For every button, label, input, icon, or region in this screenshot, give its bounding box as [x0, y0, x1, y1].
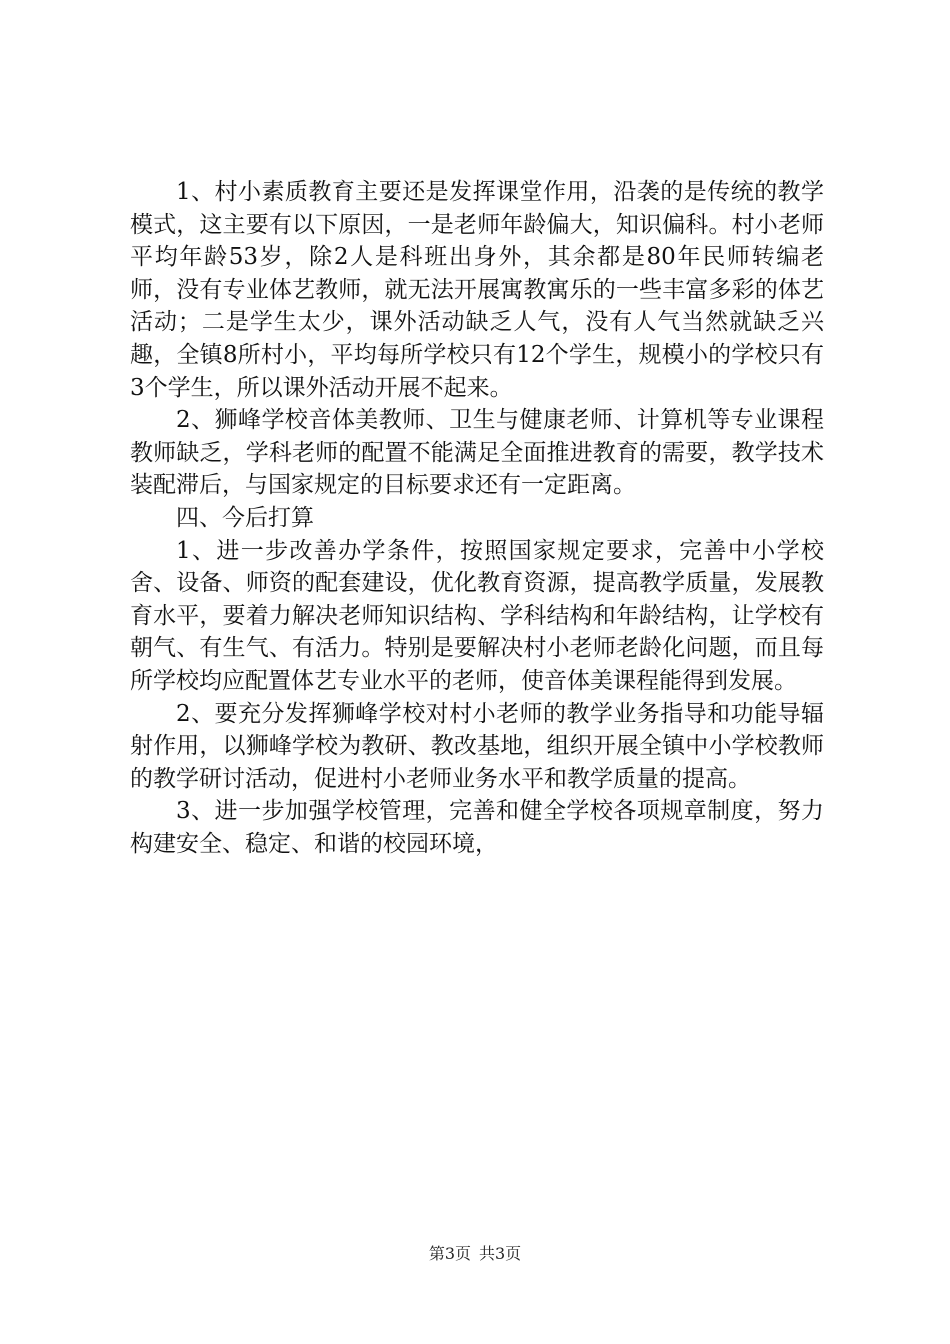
- page-number: 第3页: [428, 1244, 471, 1263]
- section-heading-future-plans: 四、今后打算: [176, 504, 314, 531]
- document-body: [130, 176, 824, 860]
- paragraph-strengthen-management: 3、进一步加强学校管理，完善和健全学校各项规章制度，努力构建安全、稳定、和谐的校园环境，: [130, 798, 824, 857]
- page-footer: [0, 1244, 950, 1264]
- paragraph-improve-school-conditions: 1、进一步改善办学条件，按照国家规定要求，完善中小学校舍、设备、师资的配套建设，优化教育资源，提高教学质量，发展教育水平，要着力解决老师知识结构、学科结构和年龄结构，让学校有朝气、有生气、有活力。特别是要解决村小老师老龄化问题，而且每所学校均应配置体艺专业水平的老师，使音体美课程能得到发展。: [130, 537, 824, 694]
- paragraph-shifeng-teacher-shortage: 2、狮峰学校音体美教师、卫生与健康老师、计算机等专业课程教师缺乏，学科老师的配置不能满足全面推进教育的需要，教学技术装配滞后，与国家规定的目标要求还有一定距离。: [130, 407, 824, 499]
- paragraph-shifeng-guidance-role: 2、要充分发挥狮峰学校对村小老师的教学业务指导和功能导辐射作用，以狮峰学校为教研、教改基地，组织开展全镇中小学校教师的教学研讨活动，促进村小老师业务水平和教学质量的提高。: [130, 700, 824, 792]
- paragraph-village-school-quality-education: 1、村小素质教育主要还是发挥课堂作用，沿袭的是传统的教学模式，这主要有以下原因，一是老师年龄偏大，知识偏科。村小老师平均年龄53岁，除2人是科班出身外，其余都是80年民师转编老师，没有专业体艺教师，就无法开展寓教寓乐的一些丰富多彩的体艺活动；二是学生太少，课外活动缺乏人气，没有人气当然就缺乏兴趣，全镇8所村小，平均每所学校只有12个学生，规模小的学校只有3个学生，所以课外活动开展不起来。: [130, 179, 824, 401]
- page-total: 共3页: [479, 1244, 522, 1263]
